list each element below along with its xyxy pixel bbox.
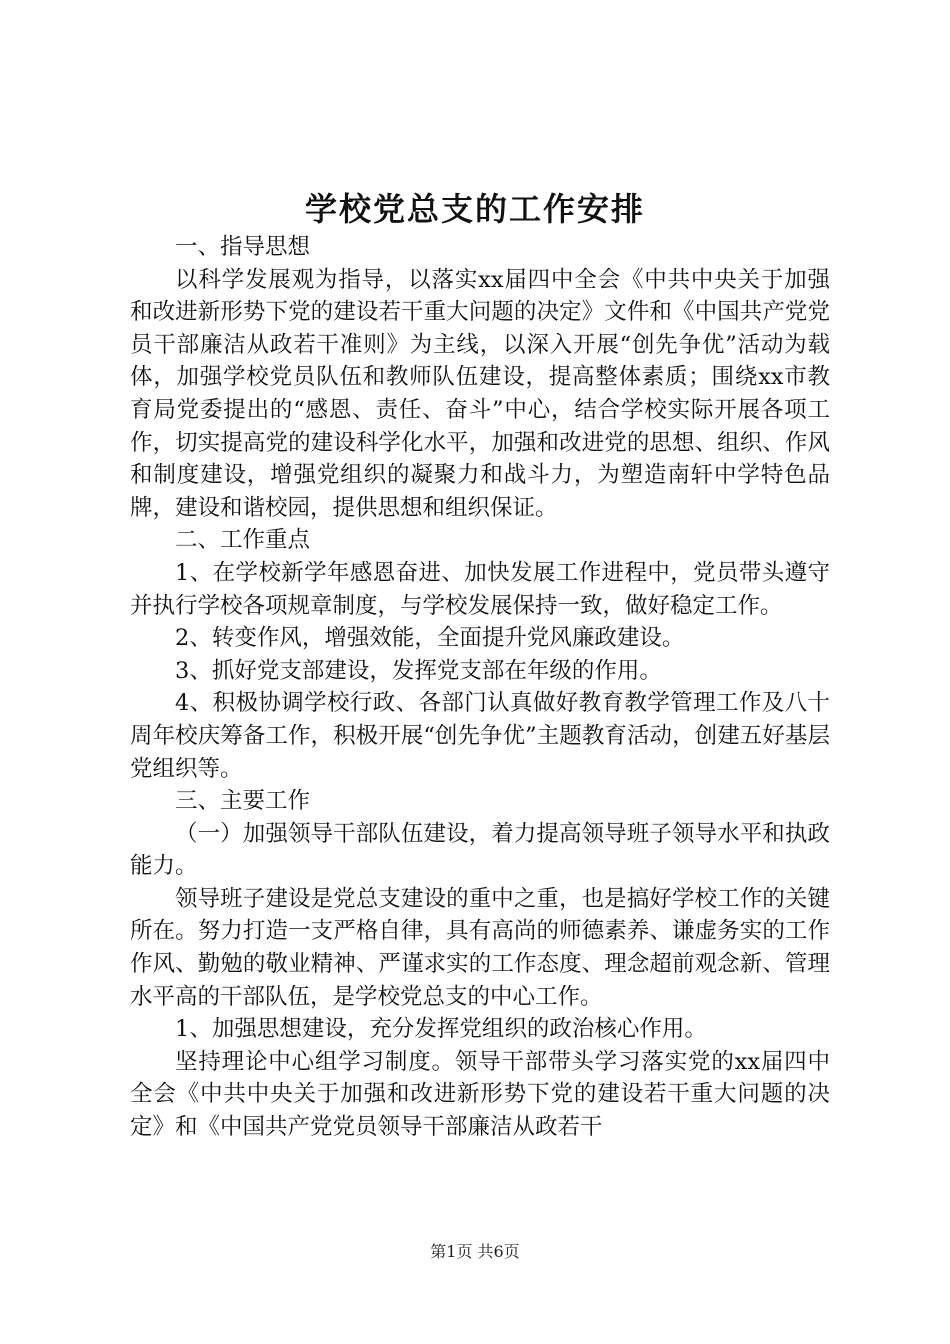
paragraph: 坚持理论中心组学习制度。领导干部带头学习落实党的xx届四中全会《中共中央关于加强和改进新形势下党的建设若干重大问题的决定》和《中国共产党党员领导干部廉洁从政若干 [130, 1048, 830, 1141]
paragraph: 领导班子建设是党总支建设的重中之重，也是搞好学校工作的关键所在。努力打造一支严格自律，具有高尚的师德素养、谦虚务实的工作作风、勤勉的敬业精神、严谨求实的工作态度、理念超前观念新、管理水平高的干部队伍，是学校党总支的中心工作。 [130, 885, 830, 1010]
subsection-heading: （一）加强领导干部队伍建设，着力提高领导班子领导水平和执政能力。 [130, 820, 830, 880]
list-item: 2、转变作风，增强效能，全面提升党风廉政建设。 [175, 625, 685, 652]
document-body [130, 231, 830, 1144]
list-item: 3、抓好党支部建设，发挥党支部在年级的作用。 [175, 657, 662, 684]
document-title: 学校党总支的工作安排 [304, 190, 645, 228]
section-heading: 一、指导思想 [175, 234, 311, 260]
list-item: 1、在学校新学年感恩奋进、加快发展工作进程中，党员带头遵守并执行学校各项规章制度，与学校发展保持一致，做好稳定工作。 [130, 559, 830, 619]
page-footer: 第1页 共6页 [430, 1242, 520, 1261]
list-item: 1、加强思想建设，充分发挥党组织的政治核心作用。 [175, 1016, 707, 1043]
section-heading: 二、工作重点 [175, 527, 311, 554]
list-item: 4、积极协调学校行政、各部门认真做好教育教学管理工作及八十周年校庆筹备工作，积极开展“创先争优”主题教育活动，创建五好基层党组织等。 [130, 690, 830, 782]
section-heading: 三、主要工作 [175, 788, 311, 815]
paragraph: 以科学发展观为指导，以落实xx届四中全会《中共中央关于加强和改进新形势下党的建设若干重大问题的决定》文件和《中国共产党党员干部廉洁从政若干准则》为主线，以深入开展“创先争优”活动为载体，加强学校党员队伍和教师队伍建设，提高整体素质；围绕xx市教育局党委提出的“感恩、责任、奋斗”中心，结合学校实际开展各项工作，切实提高党的建设科学化水平，加强和改进党的思想、组织、作风和制度建设，增强党组织的凝聚力和战斗力，为塑造南轩中学特色品牌，建设和谐校园，提供思想和组织保证。 [130, 266, 830, 521]
